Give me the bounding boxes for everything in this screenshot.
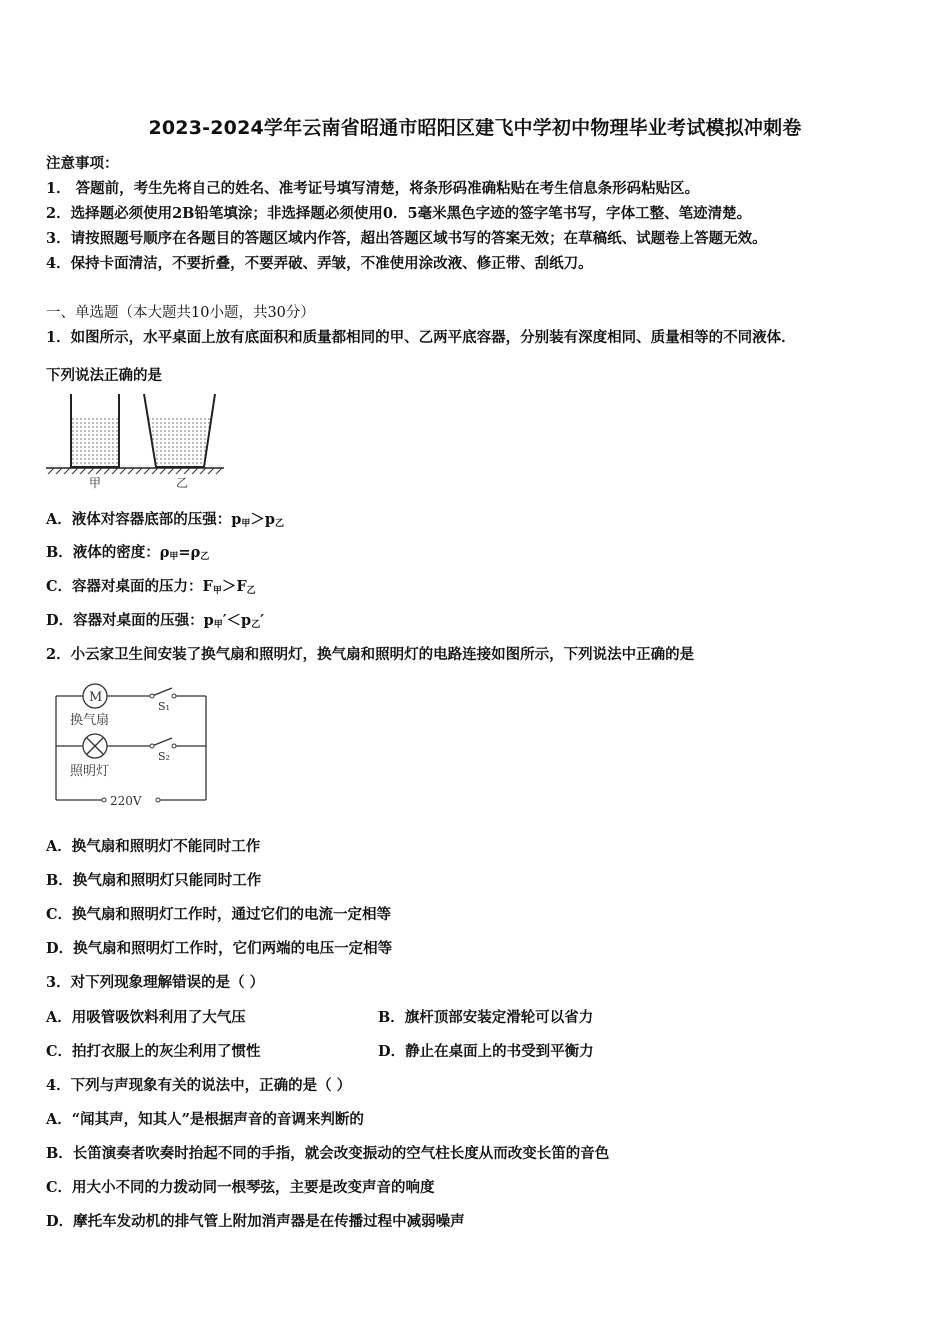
fan-label: 换气扇 (70, 713, 110, 728)
q1-stem-line2: 下列说法正确的是 (46, 367, 162, 384)
section-heading: 一、单选题（本大题共10小题，共30分） (46, 305, 315, 321)
q4-option-a: A．“闻其声，知其人”是根据声音的音调来判断的 (46, 1111, 364, 1128)
q2-option-b: B．换气扇和照明灯只能同时工作 (46, 872, 262, 889)
q4-option-b: B．长笛演奏者吹奏时抬起不同的手指，就会改变振动的空气柱长度从而改变长笛的音色 (46, 1145, 610, 1162)
q1-option-c: C．容器对桌面的压力：$F_甲>F_乙$ (46, 578, 256, 596)
switch-s1-label: S₁ (158, 700, 170, 713)
label-yi: 乙 (176, 476, 189, 490)
q1-option-b: B．液体的密度：$\rho_甲=\rho_乙$ (46, 544, 210, 562)
notice-item-4: 4．保持卡面清洁，不要折叠，不要弄破、弄皱，不准使用涂改液、修正带、刮纸刀。 (46, 255, 593, 272)
notice-item-3: 3．请按照题号顺序在各题目的答题区域内作答，超出答题区域书写的答案无效；在草稿纸、试题卷上答题无效。 (46, 230, 767, 247)
q3-stem: 3．对下列现象理解错误的是（ ） (46, 974, 265, 991)
q2-stem: 2．小云家卫生间安装了换气扇和照明灯，换气扇和照明灯的电路连接如图所示，下列说法中正确的是 (46, 646, 695, 663)
q3-option-b: B．旗杆顶部安装定滑轮可以省力 (378, 1009, 594, 1026)
q2-option-d: D．换气扇和照明灯工作时，它们两端的电压一定相等 (46, 940, 393, 957)
label-jia: 甲 (89, 476, 102, 490)
liquid-jia (71, 418, 119, 467)
voltage-label: 220V (110, 794, 142, 808)
liquid-yi (148, 418, 210, 467)
exam-title: 2023-2024学年云南省昭通市昭阳区建飞中学初中物理毕业考试模拟冲刺卷 (148, 117, 802, 139)
switch-s2-label: S₂ (158, 750, 170, 763)
q2-option-c: C．换气扇和照明灯工作时，通过它们的电流一定相等 (46, 906, 392, 923)
lamp-label: 照明灯 (70, 764, 110, 779)
q2-circuit-figure (48, 680, 218, 810)
q3-option-d: D．静止在桌面上的书受到平衡力 (378, 1043, 594, 1060)
q3-option-c: C．拍打衣服上的灰尘利用了惯性 (46, 1043, 261, 1060)
motor-letter: M (89, 690, 103, 705)
q4-option-d: D．摩托车发动机的排气管上附加消声器是在传播过程中减弱噪声 (46, 1213, 465, 1230)
q3-option-a: A．用吸管吸饮料利用了大气压 (46, 1009, 246, 1026)
notice-item-2: 2．选择题必须使用2B铅笔填涂；非选择题必须使用0．5毫米黑色字迹的签字笔书写，字体工整、笔迹清楚。 (46, 205, 752, 222)
q4-stem: 4．下列与声现象有关的说法中，正确的是（ ） (46, 1077, 352, 1094)
notice-heading: 注意事项： (46, 155, 119, 172)
q4-option-c: C．用大小不同的力拨动同一根琴弦，主要是改变声音的响度 (46, 1179, 435, 1196)
q1-option-d: D．容器对桌面的压强：$p_甲'<p_乙'$ (46, 612, 265, 630)
q1-option-a: A．液体对容器底部的压强：$p_甲>p_乙$ (46, 511, 285, 529)
q1-containers-figure (44, 390, 224, 490)
table-hatching (48, 468, 222, 474)
q2-option-a: A．换气扇和照明灯不能同时工作 (46, 838, 261, 855)
notice-item-1: 1． 答题前，考生先将自己的姓名、准考证号填写清楚，将条形码准确粘贴在考生信息条形码粘贴区。 (46, 180, 700, 197)
q1-stem-line1: 1．如图所示，水平桌面上放有底面积和质量都相同的甲、乙两平底容器，分别装有深度相同、质量相等的不同液体． (46, 329, 796, 346)
